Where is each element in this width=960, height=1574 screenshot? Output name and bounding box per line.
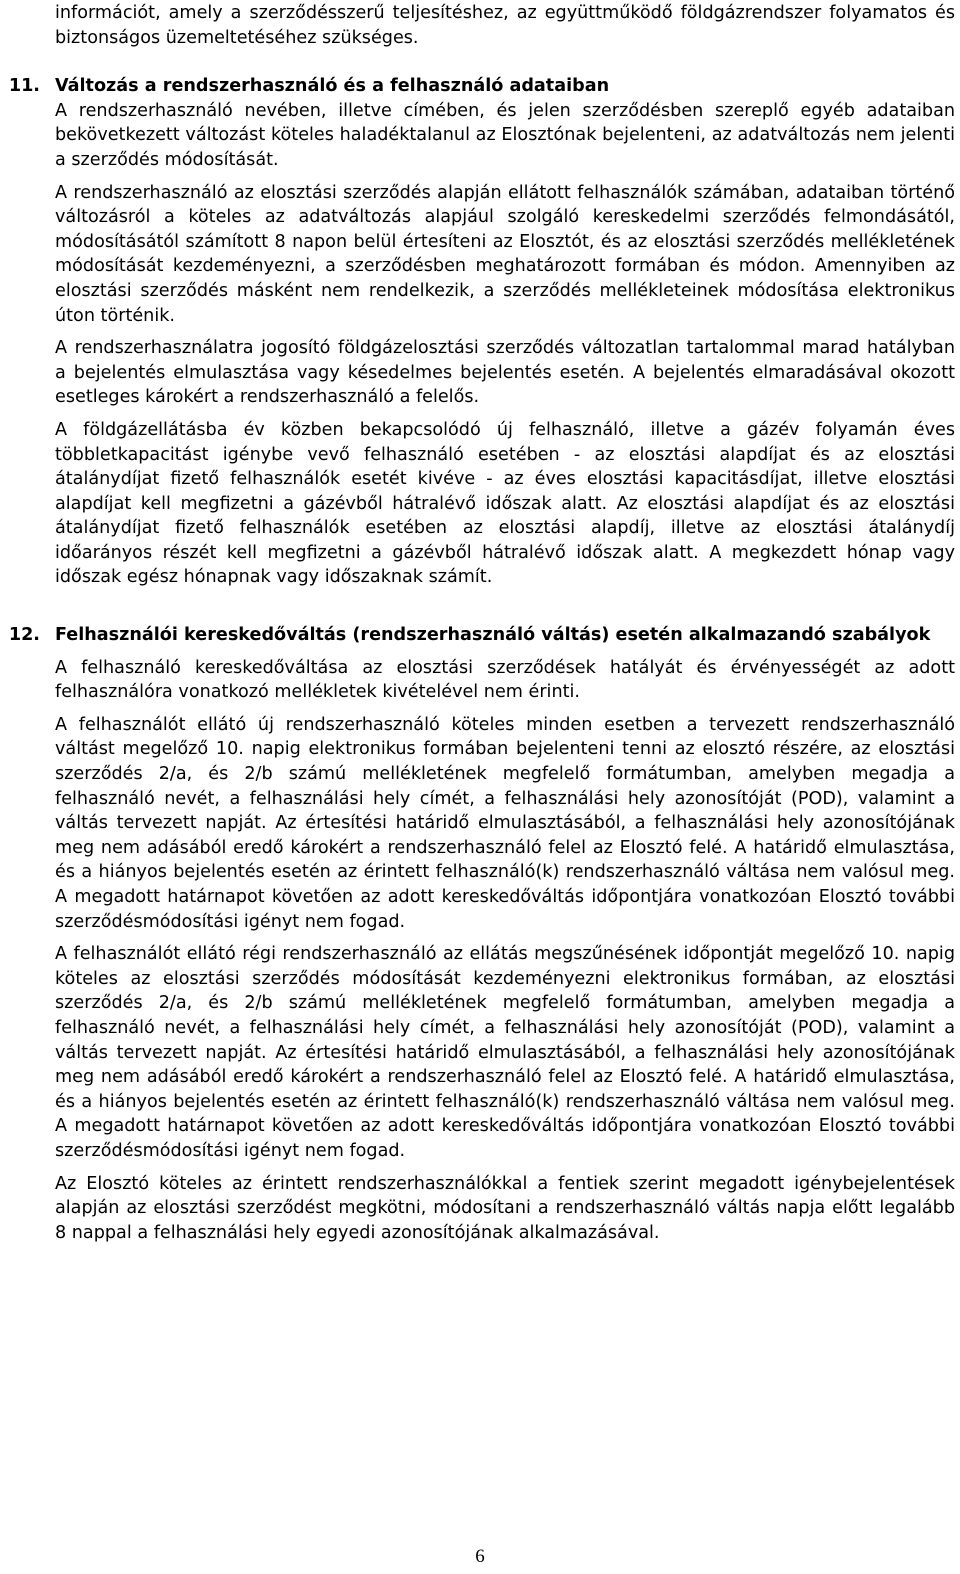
section-heading-12 [8,623,955,648]
section-number-11: 11. [8,76,40,97]
section-heading-11 [8,74,955,99]
section-11-paragraph-1: A rendszerhasználó nevében, illetve címében, és jelen szerződésben szereplő egyéb adataiban bekövetkezett változást köteles haladéktalanul az Elosztónak bejelenteni, az adatváltozás nem jelenti a szerződés módosítását. [55,100,955,170]
section-11-paragraph-2: A rendszerhasználó az elosztási szerződés alapján ellátott felhasználók számában, adataiban történő változásról a köteles az adatváltozás alapjául szolgáló kereskedelmi szerződés felmondásától, módosításától számított 8 napon belül értesíteni az Elosztót, és az elosztási szerződés mellékletének módosítását kezdeményezni, a szerződésben meghatározott formában és módon. Amennyiben az elosztási szerződés másként nem rendelkezik, a szerződés mellékleteinek módosítása elektronikus úton történik. [55,182,955,326]
section-title-11: Változás a rendszerhasználó és a felhasználó adataiban [55,76,610,97]
section-12-paragraph-4: Az Elosztó köteles az érintett rendszerhasználókkal a fentiek szerint megadott igénybejelentések alapján az elosztási szerződést megkötni, módosítani a rendszerhasználó váltás napja előtt legalább 8 nappal a felhasználási hely egyedi azonosítójának alkalmazásával. [55,1173,955,1243]
section-number-12: 12. [8,625,40,646]
section-11-paragraph-3: A rendszerhasználatra jogosító földgázelosztási szerződés változatlan tartalommal marad hatályban a bejelentés elmulasztása vagy késedelmes bejelentés esetén. A bejelentés elmaradásával okozott esetleges károkért a rendszerhasználó a felelős. [55,338,955,408]
section-12-paragraph-3: A felhasználót ellátó régi rendszerhasználó az ellátás megszűnésének időpontját megelőző 10. napig köteles az elosztási szerződés módosítását kezdeményezni elektronikus formában, az elosztási szerződés 2/a, és 2/b számú mellékletének megfelelő formátumban, amelyben megadja a felhasználó nevét, a felhasználási hely címét, a felhasználási hely azonosítóját (POD), valamint a váltás tervezett napját. Az értesítési határidő elmulasztásából, a felhasználási hely azonosítójának meg nem adásából eredő károkért a rendszerhasználó felel az Elosztó felé. A határidő elmulasztása, és a hiányos bejelentés esetén az érintett felhasználó(k) rendszerhasználó váltása nem valósul meg. A megadott határnapot követően az adott kereskedőváltás időpontjára vonatkozóan Elosztó további szerződésmódosítási igényt nem fogad. [55,944,955,1161]
paragraph-intro: információt, amely a szerződésszerű teljesítéshez, az együttműködő földgázrendszer folyamatos és biztonságos üzemeltetéséhez szükséges. [55,3,955,48]
section-12-paragraph-1: A felhasználó kereskedőváltása az elosztási szerződések hatályát és érvényességét az adott felhasználóra vonatkozó mellékletek kivételével nem érinti. [55,657,955,703]
document-page [8,1,955,1245]
section-11-paragraph-4: A földgázellátásba év közben bekapcsolódó új felhasználó, illetve a gázév folyamán éves többletkapacitást igénybe vevő felhasználó esetében - az elosztási alapdíjat és az elosztási átalánydíjat fizető felhasználók esetét kivéve - az éves elosztási kapacitásdíjat, illetve elosztási alapdíjat kell megfizetni a gázévből hátralévő időszak alatt. Az elosztási alapdíjat és az elosztási átalánydíjat fizető felhasználók esetében az elosztási alapdíj, illetve az elosztási átalánydíj időarányos részét kell megfizetni a gázévből hátralévő időszak alatt. A megkezdett hónap vagy időszak egész hónapnak vagy időszaknak számít. [55,419,955,588]
section-title-12: Felhasználói kereskedőváltás (rendszerhasználó váltás) esetén alkalmazandó szabályok [55,625,931,646]
section-12-paragraph-2: A felhasználót ellátó új rendszerhasználó köteles minden esetben a tervezett rendszerhasználó váltást megelőző 10. napig elektronikus formában bejelenteni tenni az elosztó részére, az elosztási szerződés 2/a, és 2/b számú mellékletének megfelelő formátumban, amelyben megadja a felhasználó nevét, a felhasználási hely címét, a felhasználási hely azonosítóját (POD), valamint a váltás tervezett napját. Az értesítési határidő elmulasztásából, a felhasználási hely azonosítójának meg nem adásából eredő károkért a rendszerhasználó felel az Elosztó felé. A határidő elmulasztása, és a hiányos bejelentés esetén az érintett felhasználó(k) rendszerhasználó váltása nem valósul meg. A megadott határnapot követően az adott kereskedőváltás időpontjára vonatkozóan Elosztó további szerződésmódosítási igényt nem fogad. [55,714,955,932]
page-number: 6 [475,1546,485,1567]
